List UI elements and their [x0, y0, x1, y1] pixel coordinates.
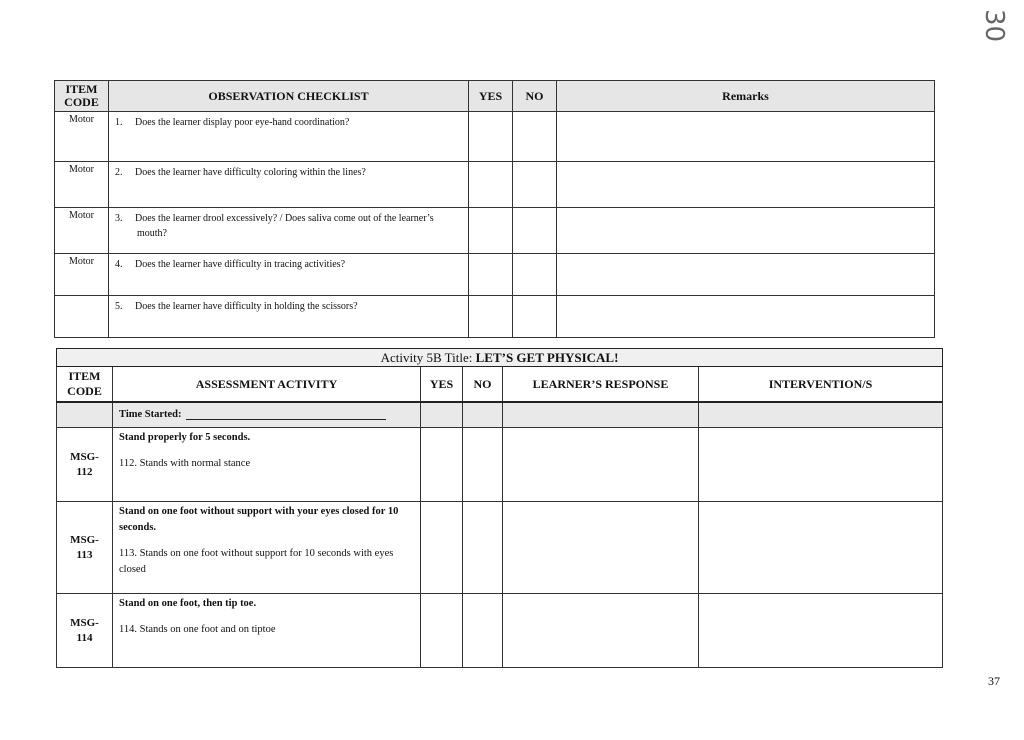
item-code-cell: Motor: [55, 208, 109, 254]
table-row: [55, 162, 935, 208]
table-row: [55, 296, 935, 338]
yes-checkbox-cell[interactable]: [469, 162, 513, 208]
activity-title-text: LET’S GET PHYSICAL!: [475, 350, 619, 365]
activity-cell: [113, 502, 421, 594]
no-checkbox-cell[interactable]: [513, 296, 557, 338]
activity-instruction: Stand properly for 5 seconds.: [119, 432, 251, 443]
question-text: Does the learner have difficulty coloring within the lines?: [135, 167, 366, 178]
header-learners-response: LEARNER’S RESPONSE: [503, 367, 699, 403]
activity-item: 113. Stands on one foot without support for 10 seconds with eyes closed: [119, 548, 394, 575]
header-remarks: Remarks: [557, 81, 935, 112]
question-text: Does the learner display poor eye-hand coordination?: [135, 117, 350, 128]
header-interventions: INTERVENTION/S: [699, 367, 943, 403]
table-row: [55, 112, 935, 162]
activity-item: 112. Stands with normal stance: [119, 458, 251, 469]
table-row: [55, 208, 935, 254]
learner-response-cell[interactable]: [503, 428, 699, 502]
remarks-cell[interactable]: [557, 296, 935, 338]
yes-checkbox-cell[interactable]: [469, 296, 513, 338]
question-cell: [109, 162, 469, 208]
item-code-cell: [57, 502, 113, 594]
activity-header-row: [57, 367, 943, 403]
assessment-activity-table: [56, 348, 943, 668]
item-code-cell: [57, 428, 113, 502]
no-checkbox-cell[interactable]: [513, 162, 557, 208]
item-code-cell: Motor: [55, 112, 109, 162]
yes-checkbox-cell[interactable]: [469, 208, 513, 254]
table-row: [55, 254, 935, 296]
item-code-prefix: MSG-: [70, 533, 99, 546]
item-code-prefix: MSG-: [70, 450, 99, 463]
activity-title: [57, 349, 943, 367]
time-started-field[interactable]: [113, 402, 421, 428]
page-number: 37: [988, 674, 1000, 688]
header-no: NO: [513, 81, 557, 112]
question-cell: [109, 254, 469, 296]
empty-cell: [699, 402, 943, 428]
table-row: [57, 428, 943, 502]
question-number: 4.: [115, 259, 123, 270]
activity-item: 114. Stands on one foot and on tiptoe: [119, 624, 276, 635]
table-row: [57, 594, 943, 668]
learner-response-cell[interactable]: [503, 594, 699, 668]
item-code-prefix: MSG-: [70, 616, 99, 629]
activity-instruction: Stand on one foot, then tip toe.: [119, 598, 257, 609]
no-checkbox-cell[interactable]: [463, 502, 503, 594]
header-yes: YES: [469, 81, 513, 112]
remarks-cell[interactable]: [557, 208, 935, 254]
header-yes: YES: [421, 367, 463, 403]
item-code-number: 112: [76, 465, 93, 478]
remarks-cell[interactable]: [557, 112, 935, 162]
activity-cell: [113, 428, 421, 502]
no-checkbox-cell[interactable]: [513, 254, 557, 296]
activity-title-row: [57, 349, 943, 367]
question-text: Does the learner have difficulty in tracing activities?: [135, 259, 346, 270]
header-no: NO: [463, 367, 503, 403]
question-cell: [109, 112, 469, 162]
no-checkbox-cell[interactable]: [463, 594, 503, 668]
item-code-cell: [55, 296, 109, 338]
learner-response-cell[interactable]: [503, 502, 699, 594]
yes-checkbox-cell[interactable]: [469, 112, 513, 162]
time-started-label: Time Started:: [119, 409, 182, 420]
question-number: 2.: [115, 167, 123, 178]
item-code-cell: Motor: [55, 254, 109, 296]
item-code-number: 113: [76, 548, 93, 561]
item-code-number: 114: [76, 631, 93, 644]
activity-instruction: Stand on one foot without support with your eyes closed for 10 seconds.: [119, 506, 399, 533]
time-started-row: [57, 402, 943, 428]
remarks-cell[interactable]: [557, 162, 935, 208]
checklist-header-row: [55, 81, 935, 112]
empty-cell: [57, 402, 113, 428]
question-cell: [109, 208, 469, 254]
empty-cell: [463, 402, 503, 428]
handwritten-page-mark: 30: [979, 9, 1009, 43]
question-text: Does the learner have difficulty in holding the scissors?: [135, 301, 358, 312]
empty-cell: [503, 402, 699, 428]
no-checkbox-cell[interactable]: [463, 428, 503, 502]
header-observation-checklist: OBSERVATION CHECKLIST: [109, 81, 469, 112]
header-item-code: ITEM CODE: [55, 81, 109, 112]
no-checkbox-cell[interactable]: [513, 208, 557, 254]
intervention-cell[interactable]: [699, 502, 943, 594]
empty-cell: [421, 402, 463, 428]
yes-checkbox-cell[interactable]: [469, 254, 513, 296]
question-cell: [109, 296, 469, 338]
item-code-cell: Motor: [55, 162, 109, 208]
time-started-input-line[interactable]: [186, 407, 386, 420]
item-code-cell: [57, 594, 113, 668]
yes-checkbox-cell[interactable]: [421, 502, 463, 594]
question-number: 1.: [115, 117, 123, 128]
question-number: 3.: [115, 213, 123, 224]
observation-checklist-table: [54, 80, 935, 338]
yes-checkbox-cell[interactable]: [421, 428, 463, 502]
activity-title-prefix: Activity 5B Title:: [380, 350, 476, 365]
yes-checkbox-cell[interactable]: [421, 594, 463, 668]
remarks-cell[interactable]: [557, 254, 935, 296]
intervention-cell[interactable]: [699, 594, 943, 668]
question-number: 5.: [115, 301, 123, 312]
intervention-cell[interactable]: [699, 428, 943, 502]
table-row: [57, 502, 943, 594]
activity-cell: [113, 594, 421, 668]
no-checkbox-cell[interactable]: [513, 112, 557, 162]
question-text: Does the learner drool excessively? / Does saliva come out of the learner’s mouth?: [135, 213, 434, 239]
header-item-code: ITEM CODE: [57, 367, 113, 403]
header-assessment-activity: ASSESSMENT ACTIVITY: [113, 367, 421, 403]
